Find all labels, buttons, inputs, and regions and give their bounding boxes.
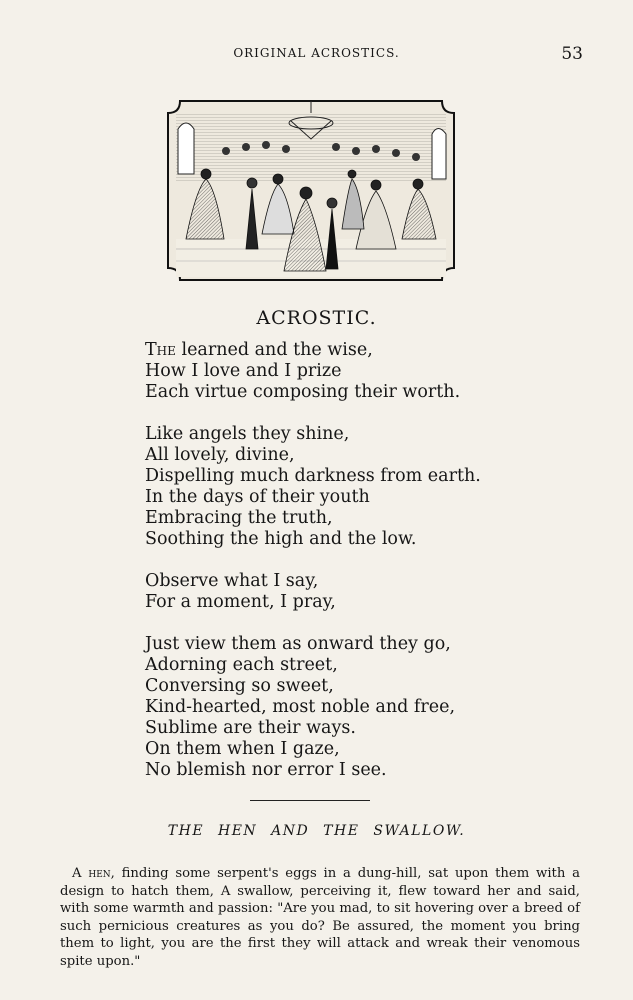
poem-line: Soothing the high and the low. — [145, 529, 417, 549]
poem-line: Like angels they shine, — [145, 424, 350, 444]
fable-body: , finding some serpent's eggs in a dung-hill, sat upon them with a design to hatch them, A swallow, perceiving it, flew toward her and said, with some warmth and passion: "Are you mad, to sit hovering over a breed of such pernicious creatures as you do? Be assured, the moment you bring them to light, you are the first they will attack and wreak their venomous spite upon." — [60, 866, 580, 969]
fable-title: THE HEN AND THE SWALLOW. — [167, 823, 466, 839]
page-number: 53 — [561, 44, 583, 64]
acrostic-poem — [145, 340, 545, 802]
poem-line: Dispelling much darkness from earth. — [145, 466, 481, 486]
poem-line: For a moment, I pray, — [145, 592, 336, 612]
stanza — [145, 340, 545, 403]
poem-line-text: learned and the wise, — [175, 340, 373, 360]
poem-line: In the days of their youth — [145, 487, 370, 507]
stanza — [145, 634, 545, 781]
poem-line: Embracing the truth, — [145, 508, 333, 528]
poem-line: Each virtue composing their worth. — [145, 382, 461, 402]
poem-title: ACROSTIC. — [256, 307, 377, 329]
poem-line: All lovely, divine, — [145, 445, 295, 465]
stanza — [145, 424, 545, 550]
fable-opening: A — [72, 866, 89, 882]
poem-line: Observe what I say, — [145, 571, 319, 591]
poem-line: Just view them as onward they go, — [145, 634, 451, 654]
poem-line: On them when I gaze, — [145, 739, 340, 759]
ballroom-illustration — [166, 99, 456, 282]
section-divider — [250, 800, 370, 801]
poem-line: How I love and I prize — [145, 361, 342, 381]
running-title: ORIGINAL ACROSTICS. — [233, 46, 400, 60]
poem-line: Sublime are their ways. — [145, 718, 356, 738]
fable-text — [60, 865, 580, 970]
stanza — [145, 571, 545, 613]
poem-line: Kind-hearted, most noble and free, — [145, 697, 456, 717]
fable-lead-word: hen — [88, 866, 111, 882]
poem-line: Adorning each street, — [145, 655, 338, 675]
poem-line: No blemish nor error I see. — [145, 760, 387, 780]
lead-word: The — [145, 340, 176, 360]
poem-line: Conversing so sweet, — [145, 676, 334, 696]
poem-line — [145, 340, 545, 361]
